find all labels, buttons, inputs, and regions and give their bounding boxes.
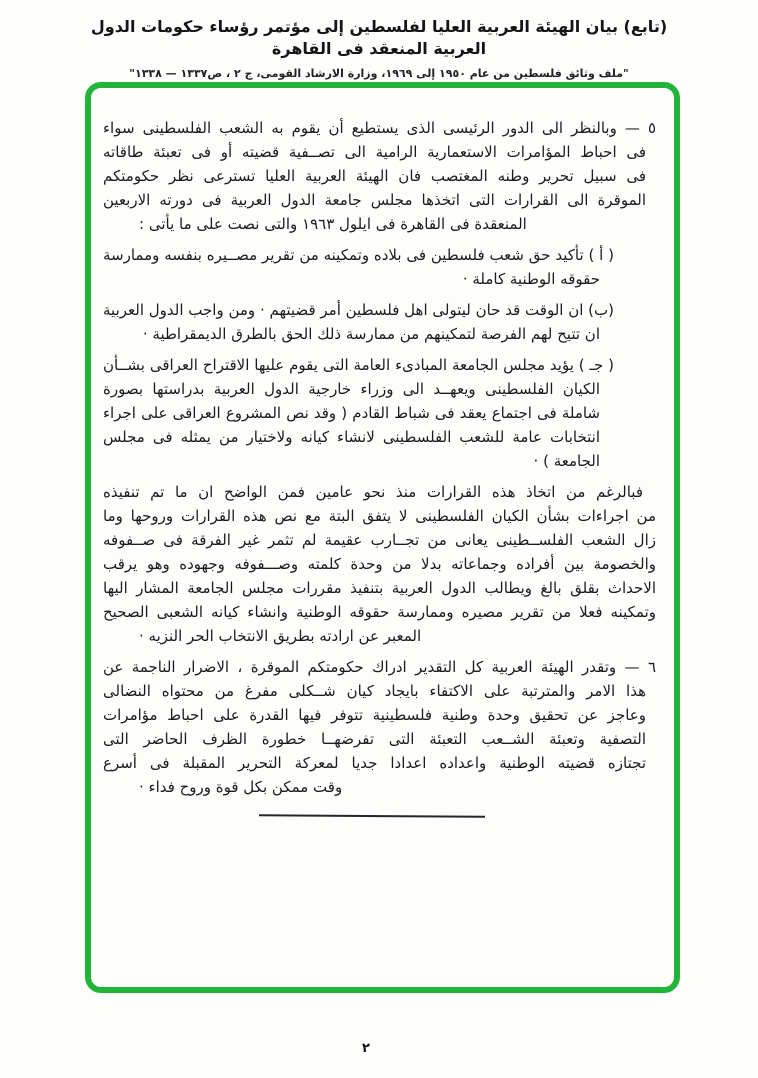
text-line: المعبر عن ارادته بطريق الانتخاب الحر النزيه · xyxy=(139,627,422,645)
clause-j xyxy=(103,353,614,473)
text-line: شاملة فى اجتماع يعقد فى شباط القادم ( وقد نص المشروع العراقى على اجراء xyxy=(103,404,600,422)
clause-a xyxy=(103,243,614,291)
paragraph-5 xyxy=(103,116,656,236)
text-line: فى احباط المؤامرات الاستعمارية الرامية الى تصــفية قضيته أو فى تعبئة طاقاته xyxy=(103,143,646,161)
document-body xyxy=(103,116,656,817)
clause-b xyxy=(103,298,614,346)
paragraph-6 xyxy=(103,655,656,799)
text-line: والخصومة بين أفراده وجماعاته بدلا من وحدة كلمته وصـــفوفه وجهوده وهو يرقب xyxy=(103,555,656,573)
text-line: ( جـ ) يؤيد مجلس الجامعة المبادىء العامة التى يقوم عليها الاقتراح العراقى بشــأن xyxy=(103,356,614,374)
text-line: تجتازه قضيته الوطنية واعداده اعدادا جديا لمعركة التحرير المقبلة فى أسرع xyxy=(103,754,646,772)
text-line: وقت ممكن بكل قوة وروح فداء · xyxy=(139,778,343,796)
text-line: فى سبيل تحرير وطنه المغتصب فان الهيئة العربية العليا تسترعى نظر حكومتكم xyxy=(103,167,646,185)
page-number: ٢ xyxy=(362,1041,370,1056)
text-line: وعاجز عن تحقيق وحدة وطنية فلسطينية تتوفر فيها القدرة على احباط مؤامرات xyxy=(103,706,646,724)
text-line: من اجراءات بشأن الكيان الفلسطينى لا يتفق البتة مع نص هذه القرارات وروحها وما xyxy=(103,507,656,525)
text-line: وتمكينه فعلا من تقرير مصيره وممارسة حقوقه الوطنية وانشاء كيانه الشعبى الصحيح xyxy=(103,603,656,621)
text-line: انتخابات عامة للشعب الفلسطينى لانشاء كيانه ولاختيار من يمثله فى مجلس xyxy=(103,428,600,446)
text-line: ( أ ) تأكيد حق شعب فلسطين فى بلاده وتمكينه من تقرير مصــيره بنفسه وممارسة xyxy=(103,246,614,264)
text-line: الموقرة الى القرارات التى اتخذها مجلس جامعة الدول العربية فى دورته الاربعين xyxy=(103,191,646,209)
document-source-citation: "ملف وثائق فلسطين من عام ١٩٥٠ إلى ١٩٦٩، وزارة الارشاد القومى، ج ٢ ، ص١٣٣٧ — ١٣٣٨" xyxy=(129,67,629,80)
section-divider-line xyxy=(258,814,484,818)
text-line: التصفية وتعبئة الشــعب التعبئة التى تفرضهــا خطورة الظرف الحاضر التى xyxy=(103,730,646,748)
text-line: حقوقه الوطنية كاملة · xyxy=(462,270,600,288)
text-line: الاحداث بقلق بالغ ويطالب الدول العربية بتنفيذ مقررات مجلس الجامعة المشار اليها xyxy=(103,579,656,597)
text-line: (ب) ان الوقت قد حان ليتولى اهل فلسطين أمر قضيتهم · ومن واجب الدول العربية xyxy=(103,301,614,319)
text-line: ٦ — وتقدر الهيئة العربية كل التقدير ادراك حكومتكم الموقرة ، الاضرار الناجمة عن xyxy=(103,658,656,676)
paragraph-commentary xyxy=(103,480,656,648)
text-line: المنعقدة فى القاهرة فى ايلول ١٩٦٣ والتى نصت على ما يأتى : xyxy=(139,215,527,233)
green-border-frame xyxy=(85,82,680,993)
document-title: (تابع) بيان الهيئة العربية العليا لفلسطين إلى مؤتمر رؤساء حكومات الدول العربية المنعقد فى القاهرة xyxy=(90,17,668,58)
text-line: فبالرغم من اتخاذ هذه القرارات منذ نحو عامين فمن الواضح ان ما تم تنفيذه xyxy=(103,483,643,501)
text-line: زال الشعب الفلســطينى يعانى من تجــارب عقيمة لم تثمر غير الفرقة فى صــفوفه xyxy=(103,531,656,549)
text-line: ٥ — وبالنظر الى الدور الرئيسى الذى يستطيع أن يقوم به الشعب الفلسطينى سواء xyxy=(103,119,656,137)
document-header xyxy=(0,16,758,80)
text-line: الجامعة ) · xyxy=(533,452,600,470)
text-line: الكيان الفلسطينى ويعهــد الى وزراء خارجية الدول العربية بدراستها بصورة xyxy=(103,380,600,398)
text-line: ان تتيح لهم الفرصة لتمكينهم من ممارسة ذلك الحق بالطرق الديمقراطية · xyxy=(142,325,600,343)
text-line: هذا الامر والمترتبة على الاكتفاء بايجاد كيان شــكلى مفرغ من محتواه النضالى xyxy=(103,682,646,700)
